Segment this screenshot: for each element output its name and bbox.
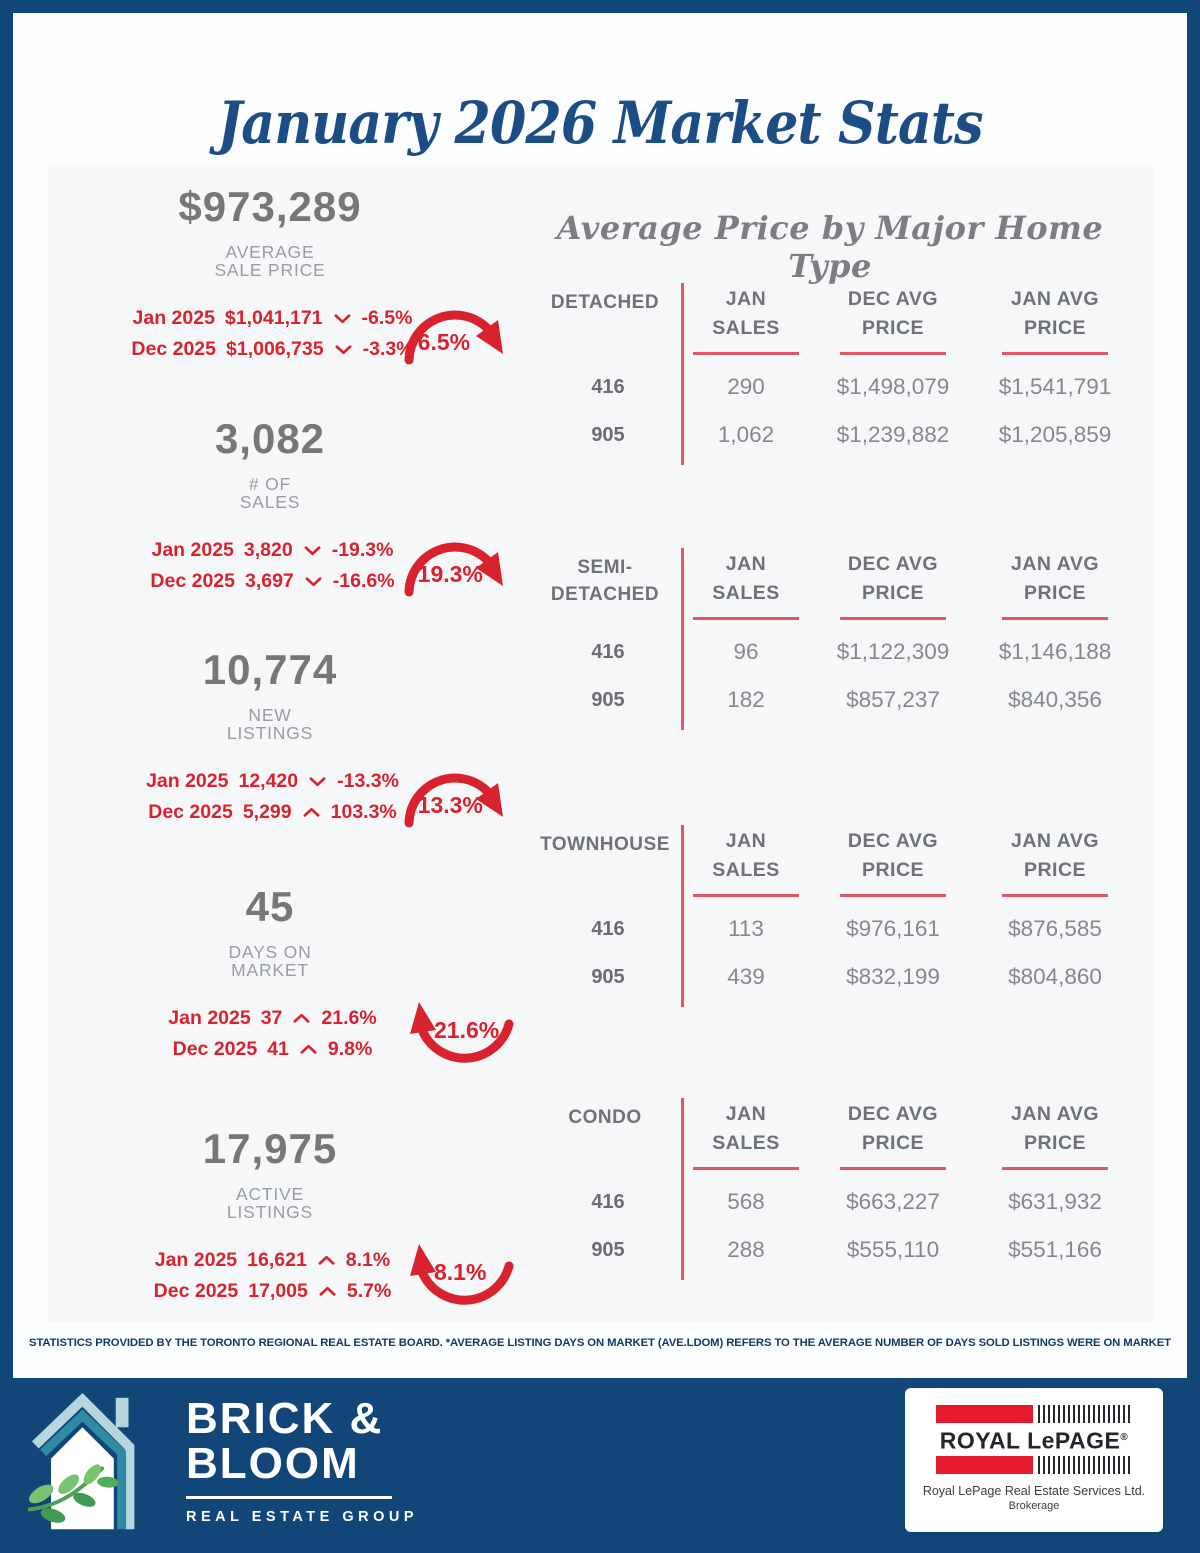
chevron-shape [304,575,323,588]
table-row [535,369,1135,405]
trend-arrow-percent: -19.3% [410,561,483,587]
jan-sales-value: 288 [727,1237,765,1262]
column-header: JAN AVG PRICE [1010,1103,1099,1154]
column-header: JAN SALES [712,1103,780,1154]
brand-divider [186,1496,392,1499]
brand-line2: BLOOM [186,1439,360,1488]
stat-value: 17,975 [202,1125,338,1172]
jan-sales-value: 96 [733,639,759,664]
comparison-percent: -6.5% [361,307,413,329]
comparison-period: Dec 2025 [148,801,233,823]
jan-avg-price-value: $840,356 [1008,687,1102,712]
jan-avg-price-value: $876,585 [1008,916,1102,941]
trend-arrow-percent: 8.1% [434,1259,487,1285]
price-table-semi-detached [535,548,1135,738]
chevron-shape [292,1012,311,1025]
stat-label: # OF SALES [239,474,301,512]
comparison-period: Jan 2025 [168,1007,251,1029]
comparison-value: 16,621 [247,1249,307,1271]
stat-block-days-on-market [45,882,525,1092]
royal-lepage-services: Royal LePage Real Estate Services Ltd. [922,1483,1146,1498]
registered-mark: ® [1120,1432,1129,1443]
stat-value: $973,289 [178,183,362,230]
column-header: DEC AVG PRICE [847,830,939,881]
trend-arrow-percent: -13.3% [410,792,483,818]
header-underline [840,894,946,897]
column-header: JAN SALES [712,553,780,604]
jan-sales-value: 568 [727,1189,765,1214]
dec-avg-price-value: $832,199 [846,964,940,989]
jan-avg-price-value: $1,541,791 [998,374,1112,399]
column-header: DEC AVG PRICE [847,288,939,339]
chevron-shape [334,343,353,356]
column-header: DEC AVG PRICE [847,1103,939,1154]
comparison-value: 3,697 [244,570,294,592]
dec-avg-price-value: $857,237 [846,687,940,712]
table-row [535,634,1135,670]
chevron-shape [318,1285,337,1298]
chevron-shape [317,1254,336,1267]
jan-avg-price-value: $1,146,188 [998,639,1112,664]
chevron-shape [333,312,352,325]
comparison-period: Dec 2025 [172,1038,258,1060]
page-title-text: January 2026 Market Stats [217,88,983,157]
trend-arrow-percent: 21.6% [434,1017,500,1043]
header-underline [1002,1167,1108,1170]
jan-sales-value: 182 [727,687,765,712]
trend-arrow-up-icon [397,998,519,1080]
comparison-period: Jan 2025 [132,307,215,329]
brick-bloom-house-icon [28,1390,178,1542]
comparison-percent: -3.3% [362,338,414,360]
home-type-label: DETACHED [550,292,660,313]
area-code: 905 [591,423,625,446]
column-header: JAN AVG PRICE [1010,830,1099,881]
comparison-percent: 5.7% [346,1280,392,1302]
comparison-value: $1,006,735 [226,338,324,360]
column-header: DEC AVG PRICE [847,553,939,604]
jan-avg-price-value: $804,860 [1008,964,1102,989]
page-title [0,89,1200,157]
area-code: 416 [591,640,625,663]
stripes-icon [1038,1405,1132,1423]
price-table-heading: Average Price by Major Home Type [556,208,1104,285]
chevron-up-icon [292,1012,311,1025]
header-underlines [681,894,1135,897]
stat-block-active-listings [45,1124,525,1334]
table-row [535,959,1135,995]
table-row [535,417,1135,453]
comparison-value: 17,005 [248,1280,308,1302]
column-headers [681,285,1135,343]
brick-bloom-wordmark [186,1396,418,1525]
chevron-shape [302,806,321,819]
chevron-up-icon [299,1043,318,1056]
area-code: 416 [591,375,625,398]
trend-arrow-up-icon [397,1240,519,1322]
column-headers [681,827,1135,885]
comparison-percent: 21.6% [321,1007,377,1029]
comparison-value: 41 [267,1038,289,1060]
dec-avg-price-value: $663,227 [846,1189,940,1214]
comparison-percent: 8.1% [345,1249,391,1271]
column-header: JAN AVG PRICE [1010,288,1099,339]
header-underline [840,617,946,620]
jan-avg-price-value: $551,166 [1008,1237,1102,1262]
comparison-value: 12,420 [238,770,299,792]
header-underline [693,617,799,620]
chevron-up-icon [302,806,321,819]
trend-arrow-down-icon [397,761,519,843]
jan-sales-value: 1,062 [717,422,775,447]
column-header: JAN SALES [712,830,780,881]
comparison-percent: -16.6% [332,570,395,592]
header-underline [1002,617,1108,620]
royal-lepage-brokerage: Brokerage [1008,1499,1060,1512]
brand-tagline: REAL ESTATE GROUP [186,1509,418,1525]
chevron-shape [299,1043,318,1056]
column-header: JAN AVG PRICE [1010,553,1099,604]
table-row [535,682,1135,718]
header-underline [693,894,799,897]
stat-block-new-listings [45,645,525,855]
comparison-period: Jan 2025 [154,1249,238,1271]
stat-block-number-of-sales [45,414,525,624]
column-headers [681,1100,1135,1158]
header-underline [1002,894,1108,897]
royal-lepage-top-bar [936,1405,1132,1423]
jan-sales-value: 439 [727,964,765,989]
stat-value: 3,082 [214,415,326,462]
dec-avg-price-value: $1,498,079 [836,374,950,399]
dec-avg-price-value: $1,122,309 [836,639,950,664]
chevron-down-icon [304,575,323,588]
area-code: 905 [591,1238,625,1261]
red-bar-icon [936,1405,1033,1423]
jan-sales-value: 113 [728,916,764,941]
area-code: 416 [591,917,625,940]
comparison-period: Dec 2025 [150,570,235,592]
area-code: 416 [591,1190,625,1213]
home-type-label: SEMI- DETACHED [550,557,660,605]
comparison-value: 5,299 [242,801,292,823]
stat-label: NEW LISTINGS [226,705,314,743]
table-row [535,911,1135,947]
header-underline [693,1167,799,1170]
chevron-down-icon [333,312,352,325]
price-table-condo [535,1098,1135,1288]
royal-lepage-bottom-bar [936,1456,1132,1474]
price-table-townhouse [535,825,1135,1015]
comparison-period: Jan 2025 [151,539,234,561]
comparison-value: 37 [260,1007,283,1029]
table-row [535,1184,1135,1220]
stat-label: ACTIVE LISTINGS [226,1184,314,1222]
price-table-detached [535,283,1135,473]
header-underline [840,352,946,355]
disclaimer: STATISTICS PROVIDED BY THE TORONTO REGIONAL REAL ESTATE BOARD. *AVERAGE LISTING DAYS ON MARKET (AVE.LDOM) REFERS TO THE AVERAGE NUMBER OF DAYS SOLD LISTINGS WERE ON MARKET [29,1337,1171,1349]
header-underline [1002,352,1108,355]
header-underlines [681,1167,1135,1170]
chevron-up-icon [317,1254,336,1267]
chevron-down-icon [303,544,322,557]
column-headers [681,550,1135,608]
comparison-period: Dec 2025 [131,338,216,360]
comparison-percent: 9.8% [327,1038,373,1060]
stat-label: DAYS ON MARKET [228,942,312,980]
dec-avg-price-value: $976,161 [846,916,940,941]
chevron-down-icon [308,775,327,788]
comparison-period: Jan 2025 [146,770,229,792]
area-code: 905 [591,965,625,988]
header-underlines [681,617,1135,620]
comparison-value: $1,041,171 [224,307,323,329]
dec-avg-price-value: $555,110 [846,1237,940,1262]
trend-arrow-percent: -6.5% [410,329,471,355]
column-header: JAN SALES [712,288,780,339]
comparison-period: Dec 2025 [153,1280,239,1302]
stat-value: 10,774 [202,646,338,693]
royal-lepage-name [940,1424,1129,1455]
trend-arrow-down-icon [397,530,519,612]
stat-value: 45 [245,883,295,930]
header-underline [840,1167,946,1170]
header-underlines [681,352,1135,355]
area-code: 905 [591,688,625,711]
stripes-icon [1038,1456,1132,1474]
stat-block-average-sale-price [45,182,525,392]
jan-avg-price-value: $631,932 [1008,1189,1102,1214]
jan-sales-value: 290 [727,374,765,399]
comparison-percent: 103.3% [330,801,397,823]
chevron-shape [308,775,327,788]
comparison-percent: -19.3% [331,539,394,561]
chevron-up-icon [318,1285,337,1298]
chevron-shape [303,544,322,557]
trend-arrow-down-icon [397,298,519,380]
dec-avg-price-value: $1,239,882 [836,422,950,447]
royal-lepage-name-text: ROYAL LePAGE [939,1427,1121,1454]
comparison-value: 3,820 [243,539,293,561]
red-bar-icon [936,1456,1033,1474]
brand-line1: BRICK & [186,1394,384,1443]
stat-label: AVERAGE SALE PRICE [214,242,326,280]
home-type-label: CONDO [568,1107,642,1128]
royal-lepage-logo [905,1388,1163,1532]
home-type-label: TOWNHOUSE [540,834,670,855]
comparison-percent: -13.3% [337,770,399,792]
header-underline [693,352,799,355]
chevron-down-icon [334,343,353,356]
jan-avg-price-value: $1,205,859 [998,422,1112,447]
table-row [535,1232,1135,1268]
